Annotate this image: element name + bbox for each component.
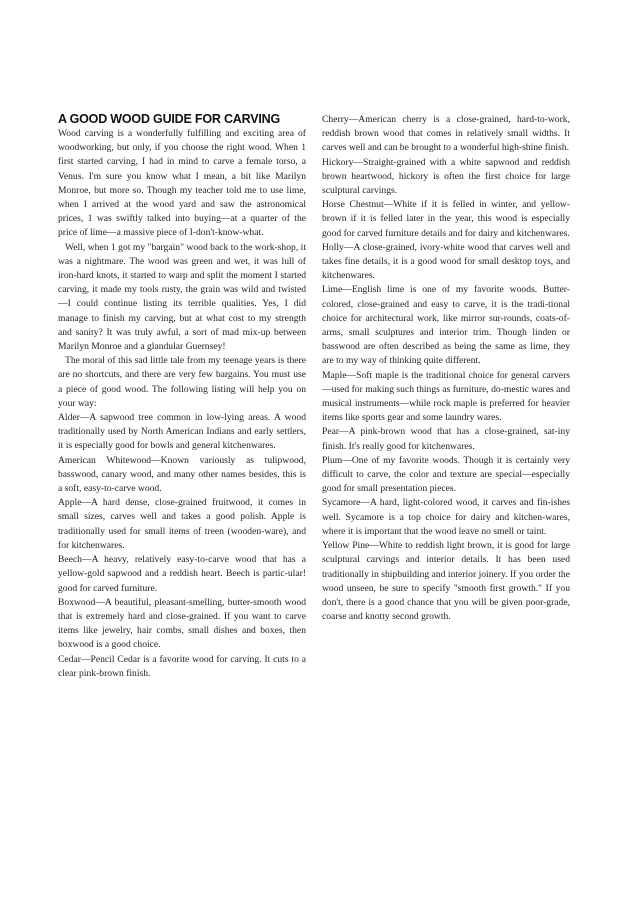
wood-entry-cedar: Cedar—Pencil Cedar is a favorite wood for carving. It cuts to a clear pink-brown finish.: [58, 653, 306, 679]
wood-entry-yellow-pine: Yellow Pine—White to reddish light brown, it is good for large sculptural carvings and interior details. It has been used traditionally in shipbuilding and interior joinery. If you order the wood unseen, be sure to specify "smooth first growth." If you don't, there is a good chance that you will be given poor-grade, coarse and knotty second growth.: [322, 540, 570, 623]
wood-entry-holly: Holly—A close-grained, ivory-white wood that carves well and takes fine details, it is a good wood for small desktop toys, and kitchenwares.: [322, 241, 570, 282]
wood-entry-sycamore: Sycamore—A hard, light-colored wood, it carves and fin-ishes well. Sycamore is a top choice for dairy and kitchen-wares, where it is important that the wood leave no smell or taint.: [322, 497, 570, 537]
article-title: A GOOD WOOD GUIDE FOR CARVING: [58, 112, 280, 126]
wood-entry-beech: Beech—A heavy, relatively easy-to-carve wood that has a yellow-gold sapwood and a reddish heart. Beech is partic-ular! good for carved furniture.: [58, 554, 306, 594]
wood-entry-apple: Apple—A hard dense, close-grained fruitwood, it comes in small sizes, carves well and takes a good polish. Apple is traditionally used for small items of treen (wooden-ware), and for kitchenwares.: [58, 497, 306, 551]
wood-entry-lime: Lime—English lime is one of my favorite woods. Butter-colored, close-grained and easy to carve, it is the tradi-tional choice for architectural work, like mirror sur-rounds, coats-of-arms, small sculptures and interior trim. Though linden or basswood are often described as being the same as lime, they are to my way of thinking quite different.: [322, 284, 570, 367]
wood-entry-maple: Maple—Soft maple is the traditional choice for general carvers—used for making such things as furniture, do-mestic wares and musical instruments—while rock maple is preferred for heavier items like sports gear and some laundry wares.: [322, 369, 570, 424]
wood-entry-boxwood: Boxwood—A beautiful, pleasant-smelling, butter-smooth wood that is extremely hard and close-grained. If you want to carve items like jewelry, hair combs, small dishes and boxes, then boxwood is a good choice.: [58, 596, 306, 651]
wood-entry-pear: Pear—A pink-brown wood that has a close-grained, sat-iny finish. It's really good for kitchenwares.: [322, 426, 570, 452]
right-column: [322, 112, 570, 624]
wood-entry-cherry: Cherry—American cherry is a close-grained, hard-to-work, reddish brown wood that comes in relatively small widths. It carves well and can be brought to a wonderful high-shine finish.: [322, 114, 570, 154]
wood-entry-plum: Plum—One of my favorite woods. Though it is certainly very difficult to carve, the color and texture are special—especially good for small presentation pieces.: [322, 454, 570, 495]
wood-entry-hickory: Hickory—Straight-grained with a white sapwood and reddish brown heartwood, hickory is often the first choice for large sculptural carvings.: [322, 156, 570, 197]
wood-entry-horse-chestnut: Horse Chestnut—White if it is felled in winter, and yellow-brown if it is felled later in the year, this wood is especially good for carved furniture details and for dairy and kitchenwares.: [322, 199, 570, 239]
wood-entry-alder: Alder—A sapwood tree common in low-lying areas. A wood traditionally used by North American Indians and early settlers, it is especially good for bowls and general kitchenwares.: [58, 412, 306, 452]
wood-entry-american-whitewood: American Whitewood—Known variously as tulipwood, basswood, canary wood, and many other names besides, this is a soft, easy-to-carve wood.: [58, 454, 306, 495]
left-column: [58, 112, 306, 681]
intro-paragraph: Wood carving is a wonderfully fulfilling and exciting area of woodworking, but only, if you choose the right wood. When 1 first started carving, I had in mind to carve a female torso, a Venus. I'm sure you know what I mean, a bit like Marilyn Monroe, but more so. Though my teacher told me to use lime, when I arrived at the wood yard and saw the astronomical prices, 1 was swiftly talked into buying—at a quarter of the price of lime—a massive piece of I-don't-know-what.: [58, 128, 306, 239]
story-paragraph: Well, when 1 got my "bargain" wood back to the work-shop, it was a nightmare. The wood was green and wet, it was lull of iron-hard knots, it started to warp and split the moment I started carving, it made my tools rusty, the grain was wild and twisted—I could continue listing its terrible qualities. Yes, I did manage to finish my carving, but at what cost to my strength and sanity? It was truly awful, a sort of mad mix-up between Marilyn Monroe and a glandular Guernsey!: [58, 241, 306, 353]
moral-paragraph: The moral of this sad little tale from my teenage years is there are no shortcuts, and there are very few bargains. You must use a piece of good wood. The following listing will help you on your way:: [58, 355, 306, 409]
